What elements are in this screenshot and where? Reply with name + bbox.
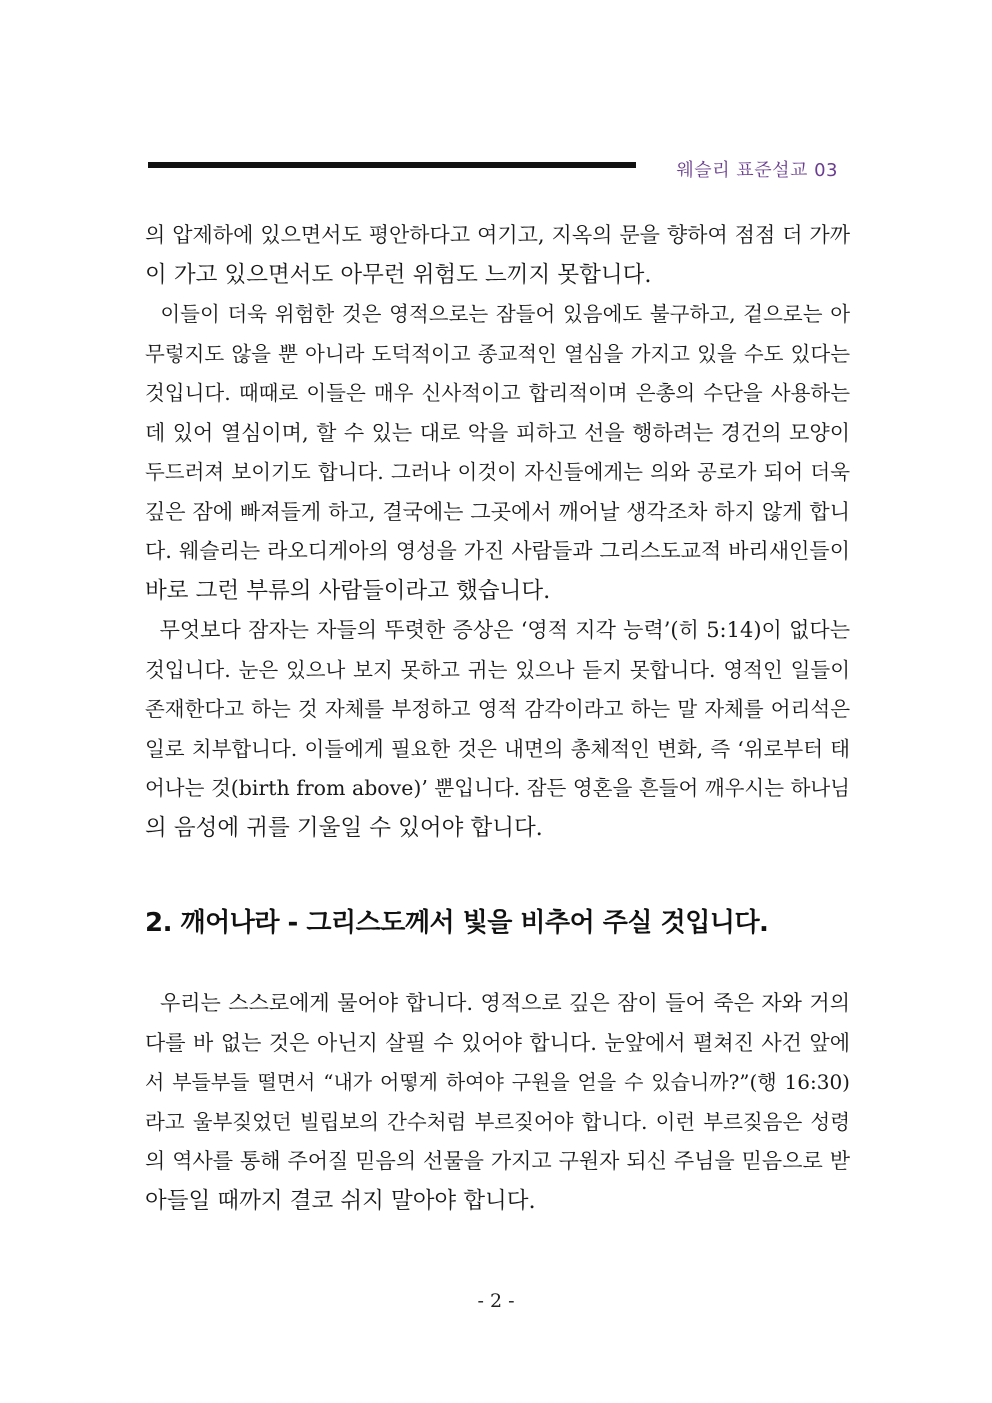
text-line: 이 가고 있으면서도 아무런 위험도 느끼지 못합니다. bbox=[145, 261, 652, 288]
header-rule bbox=[148, 162, 636, 168]
text-line: 의 압제하에 있으면서도 평안하다고 여기고, 지옥의 문을 향하여 점점 더 가까 bbox=[145, 223, 850, 247]
text-line: 것입니다. 때때로 이들은 매우 신사적이고 합리적이며 은총의 수단을 사용하는 bbox=[145, 381, 850, 405]
text-line: 무엇보다 잠자는 자들의 뚜렷한 증상은 ‘영적 지각 능력’(히 5:14)이 없다는 bbox=[145, 618, 850, 642]
text-line: 우리는 스스로에게 물어야 합니다. 영적으로 깊은 잠이 들어 죽은 자와 거의 bbox=[145, 991, 850, 1015]
text-line: 이들이 더욱 위험한 것은 영적으로는 잠들어 있음에도 불구하고, 겉으로는 아 bbox=[145, 302, 850, 326]
text-line: 어나는 것(birth from above)’ 뿐입니다. 잠든 영혼을 흔들어 깨우시는 하나님 bbox=[145, 776, 850, 800]
text-line: 바로 그런 부류의 사람들이라고 했습니다. bbox=[145, 577, 551, 604]
text-line: 무렇지도 않을 뿐 아니라 도덕적이고 종교적인 열심을 가지고 있을 수도 있다는 bbox=[145, 341, 850, 366]
body-text-bottom bbox=[145, 984, 850, 1221]
text-line: 의 음성에 귀를 기울일 수 있어야 합니다. bbox=[145, 814, 543, 841]
text-line: 것입니다. 눈은 있으나 보지 못하고 귀는 있으나 듣지 못합니다. 영적인 일들이 bbox=[145, 657, 850, 682]
text-line: 일로 치부합니다. 이들에게 필요한 것은 내면의 총체적인 변화, 즉 ‘위로부터 태 bbox=[145, 736, 850, 761]
text-line: 서 부들부들 떨면서 “내가 어떻게 하여야 구원을 얻을 수 있습니까?”(행 16:30) bbox=[145, 1070, 850, 1094]
text-line: 깊은 잠에 빠져들게 하고, 결국에는 그곳에서 깨어날 생각조차 하지 않게 합니 bbox=[145, 499, 850, 524]
text-line: 다를 바 없는 것은 아닌지 살필 수 있어야 합니다. 눈앞에서 펼쳐진 사건 앞에 bbox=[145, 1030, 850, 1055]
header-title: 웨슬리 표준설교 03 bbox=[676, 160, 838, 181]
text-line: 아들일 때까지 결코 쉬지 말아야 합니다. bbox=[145, 1187, 536, 1214]
text-line: 두드러져 보이기도 합니다. 그러나 이것이 자신들에게는 의와 공로가 되어 더욱 bbox=[145, 460, 850, 484]
page-number: - 2 - bbox=[477, 1290, 515, 1312]
body-text-top bbox=[145, 216, 850, 848]
text-line: 존재한다고 하는 것 자체를 부정하고 영적 감각이라고 하는 말 자체를 어리석은 bbox=[145, 697, 850, 721]
text-line: 다. 웨슬리는 라오디게아의 영성을 가진 사람들과 그리스도교적 바리새인들이 bbox=[145, 539, 850, 563]
text-line: 데 있어 열심이며, 할 수 있는 대로 악을 피하고 선을 행하려는 경건의 모양이 bbox=[145, 420, 850, 445]
section-heading: 2. 깨어나라 - 그리스도께서 빛을 비추어 주실 것입니다. bbox=[145, 908, 769, 938]
text-line: 의 역사를 통해 주어질 믿음의 선물을 가지고 구원자 되신 주님을 믿음으로 받 bbox=[145, 1149, 850, 1173]
text-line: 라고 울부짖었던 빌립보의 간수처럼 부르짖어야 합니다. 이런 부르짖음은 성령 bbox=[145, 1109, 850, 1134]
